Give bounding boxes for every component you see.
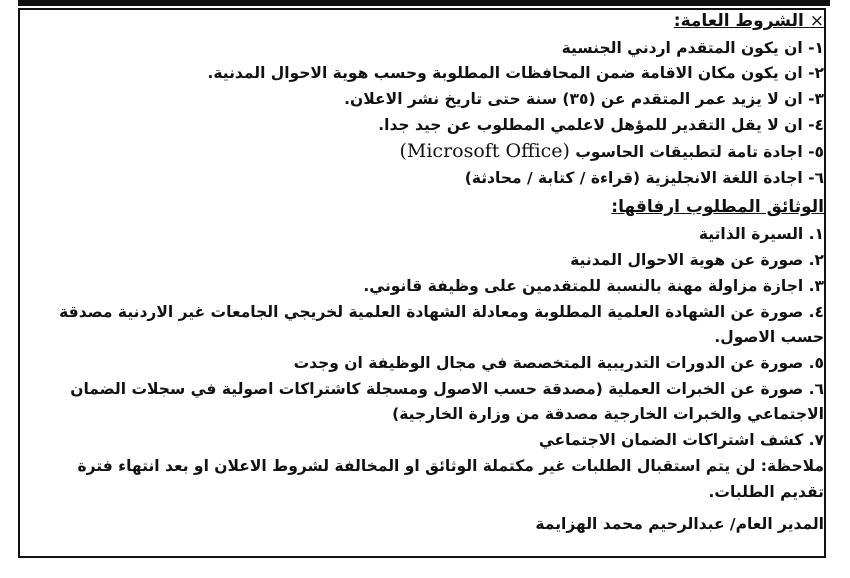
document-line-4: ٤. صورة عن الشهادة العلمية المطلوبة ومعادلة الشهادة العلمية لخريجي الجامعات غير الاردنية مصدقة <box>59 303 824 321</box>
condition-4: ٤- ان لا يقل التقدير للمؤهل لاعلمي المطلوب عن جيد جدا. <box>378 116 824 134</box>
condition-1: ١- ان يكون المتقدم اردني الجنسية <box>561 39 824 57</box>
condition-2: ٢- ان يكون مكان الاقامة ضمن المحافظات المطلوبة وحسب هوية الاحوال المدنية. <box>207 64 824 82</box>
note-line-2: تقديم الطلبات. <box>708 483 824 501</box>
document-line-3: ٣. اجازة مزاولة مهنة بالنسبة للمتقدمين على وظيفة قانوني. <box>363 277 824 295</box>
document-line-5: ٥. صورة عن الدورات التدريبية المتخصصة في مجال الوظيفة ان وجدت <box>293 354 824 372</box>
document-line-7: ٧. كشف اشتراكات الضمان الاجتماعي <box>538 431 824 449</box>
signature: المدير العام/ عبدالرحيم محمد الهزايمة <box>535 515 824 533</box>
general-conditions-title: الشروط العامة: <box>673 11 804 31</box>
document-line-2: ٢. صورة عن هوية الاحوال المدنية <box>570 251 824 269</box>
documents-heading: الوثائق المطلوب ارفاقها: <box>611 197 824 217</box>
condition-3: ٣- ان لا يزيد عمر المتقدم عن (٣٥) سنة حتى تاريخ نشر الاعلان. <box>344 90 824 108</box>
condition-5-software: (Microsoft Office) <box>399 140 570 162</box>
note-line-1: ملاحظة: لن يتم استقبال الطلبات غير مكتملة الوثائق او المخالفة لشروط الاعلان او بعد انتهاء فترة <box>77 457 824 475</box>
condition-5 <box>399 140 824 163</box>
top-border-bar <box>18 0 830 6</box>
document-line-1: ١. السيرة الذاتية <box>698 225 824 243</box>
condition-6: ٦- اجادة اللغة الانجليزية (قراءة / كتابة / محادثة) <box>464 169 824 187</box>
general-conditions-heading <box>674 10 824 32</box>
cross-marker: × <box>809 11 824 31</box>
document-line-6: ٦. صورة عن الخبرات العملية (مصدقة حسب الاصول ومسجلة كاشتراكات اصولية في سجلات الضمان <box>70 380 824 398</box>
condition-5-text: ٥- اجادة تامة لتطبيقات الحاسوب <box>575 143 824 161</box>
announcement-body <box>24 10 824 555</box>
document-line-6-cont: الاجتماعي والخبرات الخارجية مصدقة من وزارة الخارجية) <box>392 405 824 423</box>
document-line-4-cont: حسب الاصول. <box>714 328 824 346</box>
